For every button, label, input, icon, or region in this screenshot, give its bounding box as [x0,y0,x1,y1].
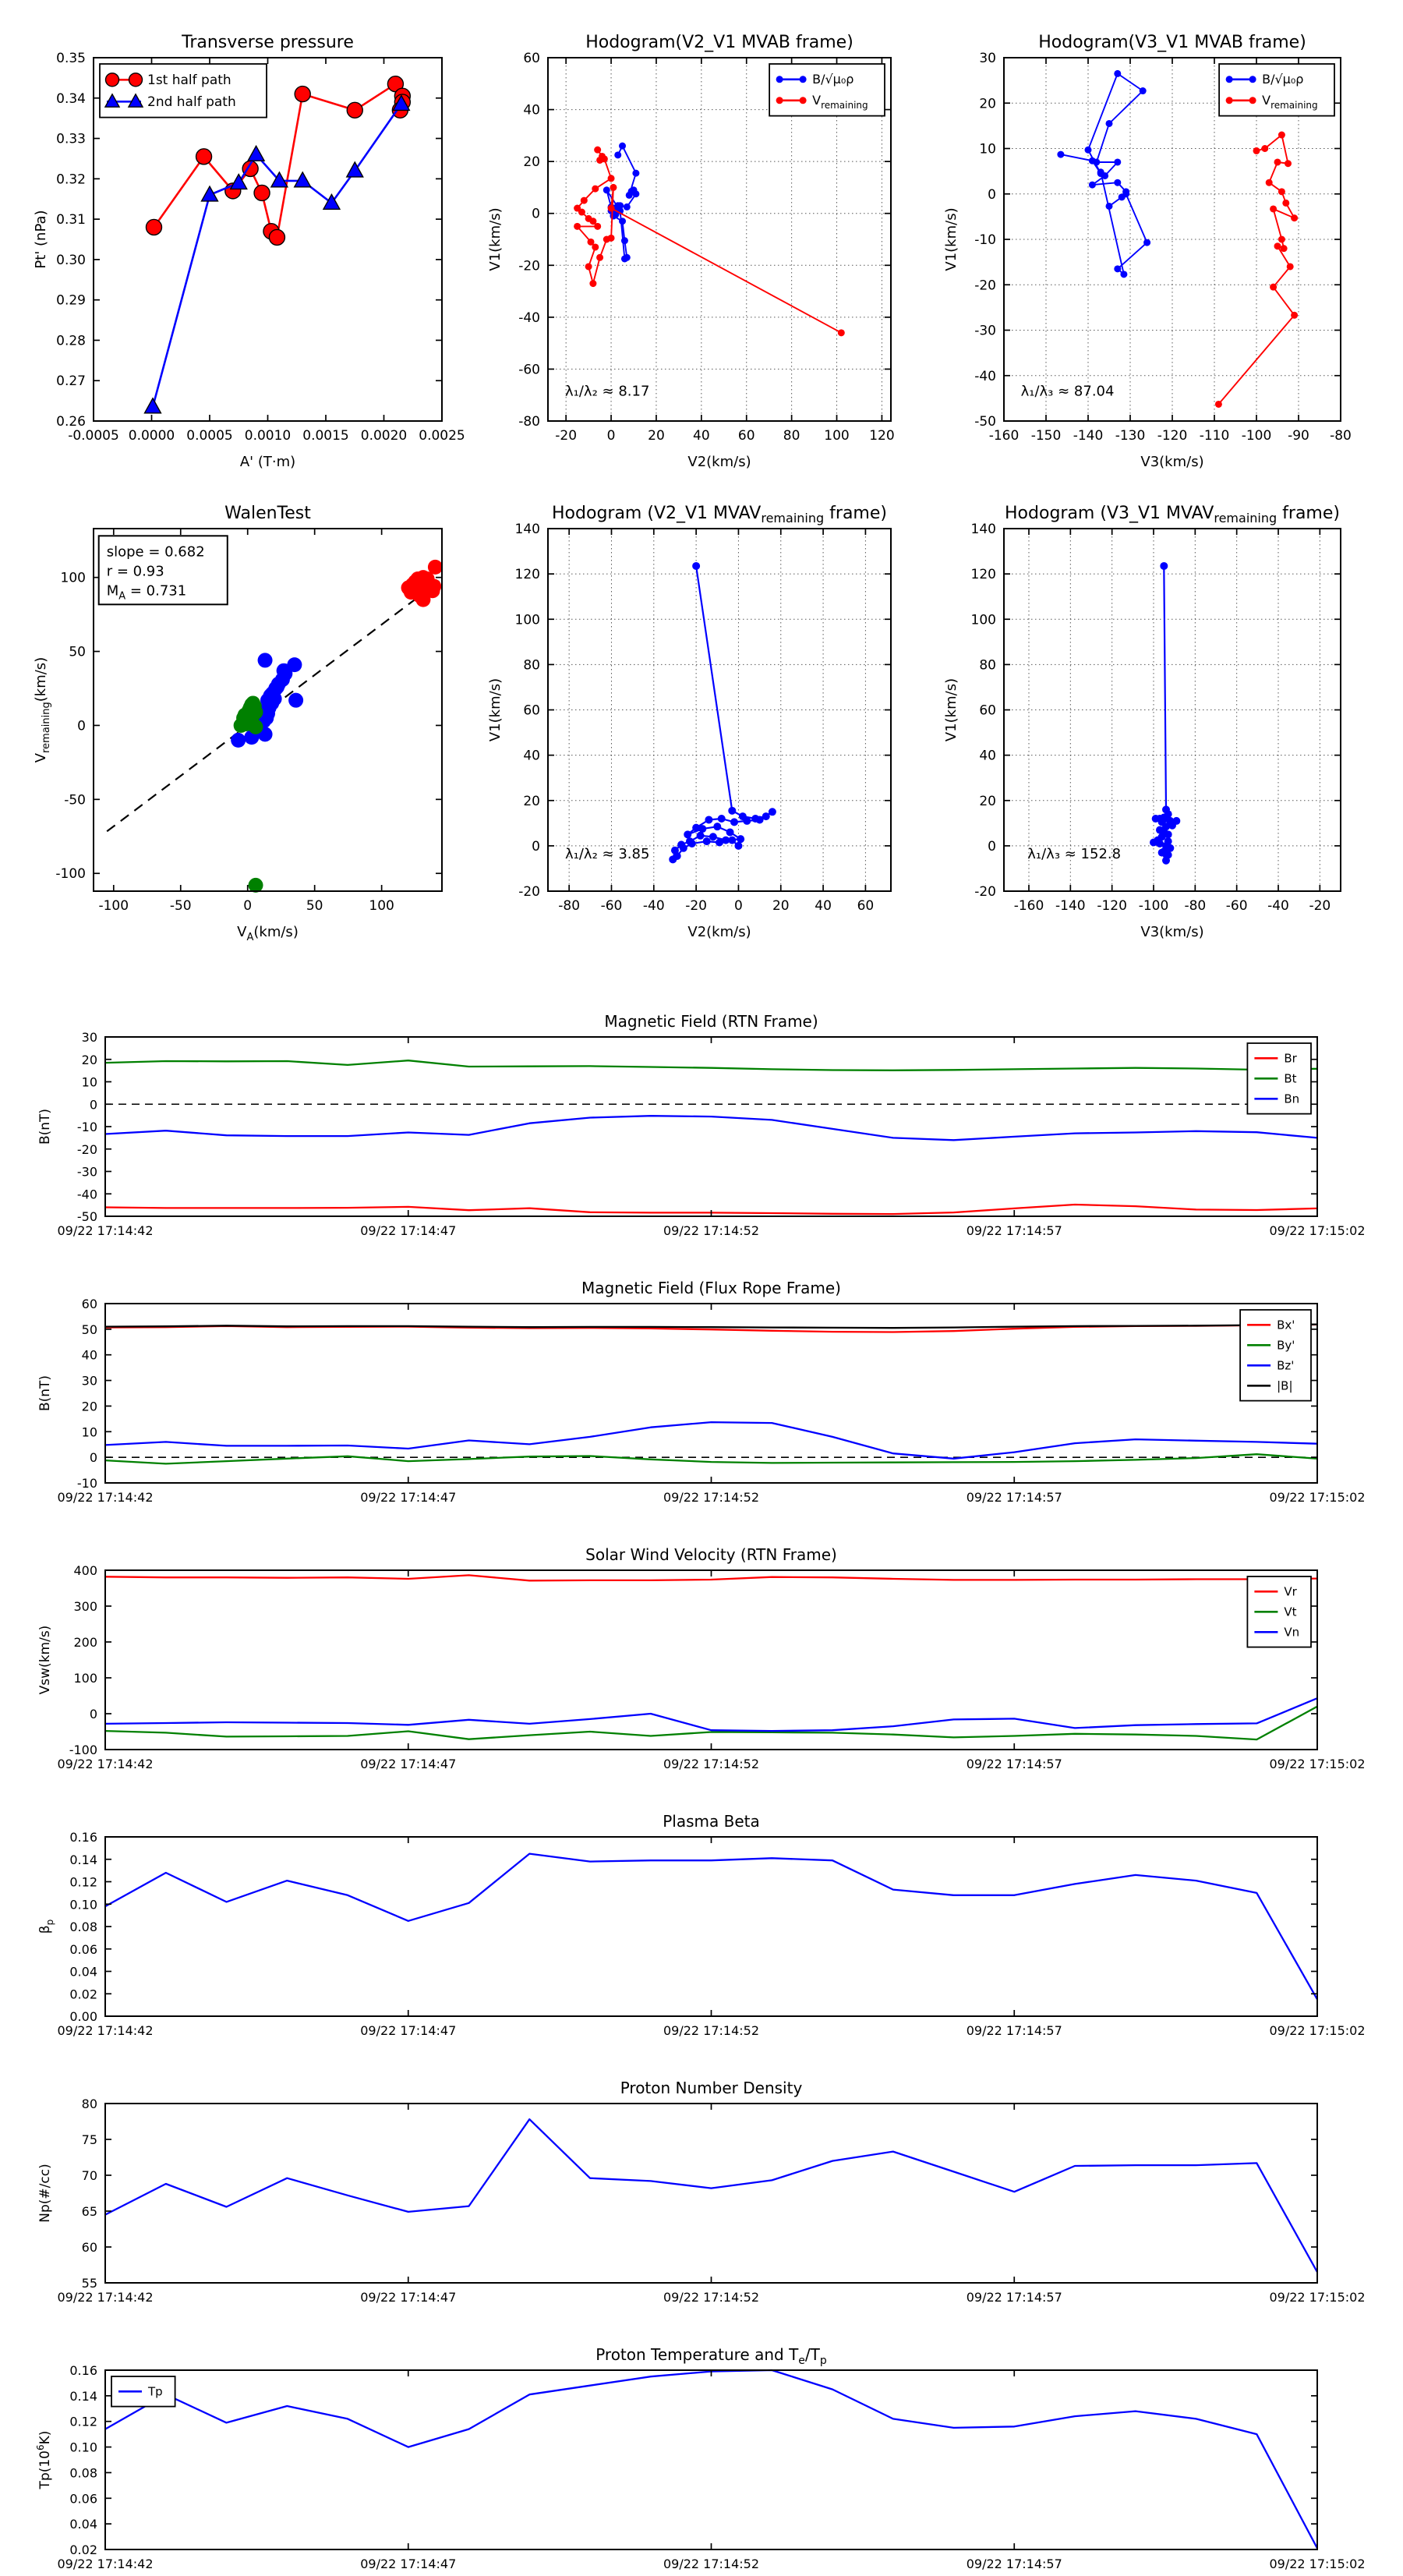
mag-fluxrope-ytick: 40 [81,1347,97,1363]
transverse-pressure-ytick: 0.28 [56,333,86,349]
hodogram-v3v1-mvab-title: Hodogram(V3_V1 MVAB frame) [1038,33,1306,52]
mag-fluxrope-legend [1240,1310,1311,1401]
vsw-rtn-series [105,1575,1317,1739]
plasma-beta-ylabel: $\beta_p$ [37,1919,55,1934]
plasma-beta-ytick: 0.04 [69,1964,97,1980]
hodogram-v2v1-mvab-ytick: -40 [518,310,540,326]
walen-test-plot [33,504,443,943]
mag-rtn-ytick: -50 [76,1209,97,1224]
mag-fluxrope-ytick: 60 [81,1297,97,1311]
plasma-beta-xtick: 09/22 17:15:02 [1269,2023,1366,2038]
hodogram-v2v1-mvab-title: Hodogram(V2_V1 MVAB frame) [585,33,853,52]
hodogram-v3v1-mvav-series [1150,562,1180,865]
plasma-beta-ytick: 0.08 [69,1920,97,1934]
proton-density-ytick: 80 [81,2097,97,2111]
hodogram-v2v1-mvab-ytick: -60 [518,362,540,378]
transverse-pressure-xtick: 0.0010 [244,428,292,444]
hodogram-v3v1-mvab-ytick: -30 [974,323,996,339]
mag-fluxrope-ytick: 50 [81,1322,97,1337]
vsw-rtn-legend-label: Vn [1284,1625,1300,1640]
walen-test-ytick: 50 [69,644,86,660]
hodogram-v3v1-mvav-ytick: 80 [979,657,996,674]
hodogram-v2v1-mvav-ytick: 40 [523,748,540,764]
mag-fluxrope-ytick: 0 [89,1450,97,1466]
plasma-beta-xtick: 09/22 17:14:42 [57,2023,154,2038]
transverse-pressure-ylabel: Pt' (nPa) [33,210,49,269]
proton-density-ytick: 65 [81,2204,97,2219]
hodogram-v2v1-mvav-ytick: 80 [523,657,540,674]
mag-rtn-ytick: -40 [76,1187,97,1202]
walen-test-stats-box [99,536,228,604]
hodogram-v2v1-mvav-xtick: 40 [815,898,832,914]
hodogram-v3v1-mvab-ytick: 0 [988,186,996,203]
hodogram-v2v1-mvab-xtick: 100 [824,428,850,444]
mag-rtn-title: Magnetic Field (RTN Frame) [604,1012,818,1031]
proton-temp-ytick: 0.04 [69,2517,97,2532]
walen-test-ytick: 0 [77,718,86,734]
plasma-beta-ytick: 0.12 [69,1874,97,1890]
hodogram-v3v1-mvav-xtick: -160 [1013,898,1044,914]
hodogram-v3v1-mvav-ytick: 20 [979,793,996,809]
vsw-rtn-ytick: 0 [89,1707,97,1721]
plasma-beta-ytick: 0.02 [69,1987,97,2002]
proton-temp-xtick: 09/22 17:14:52 [663,2557,760,2571]
hodogram-v3v1-mvab-xtick: -150 [1030,428,1062,444]
mag-fluxrope-series [105,1325,1317,1464]
hodogram-v2v1-mvab-ytick: 20 [523,154,540,171]
hodogram-v3v1-mvab-ylabel: V1(km/s) [943,207,959,271]
mag-fluxrope-legend-label: Bz' [1277,1358,1295,1373]
proton-temp-xtick: 09/22 17:15:02 [1269,2557,1366,2571]
hodogram-v3v1-mvav-xtick: -140 [1055,898,1086,914]
plasma-beta-ytick: 0.16 [69,1830,97,1845]
transverse-pressure-xtick: -0.0005 [68,428,119,444]
hodogram-v3v1-mvab-xtick: -90 [1288,428,1309,444]
proton-density-plot [37,2079,1366,2305]
hodogram-v2v1-mvav-xtick: -80 [558,898,581,914]
hodogram-v3v1-mvab-ytick: 10 [979,141,996,157]
hodogram-v2v1-mvab-ytick: -80 [518,414,540,430]
hodogram-v3v1-mvab-xlabel: V3(km/s) [1140,454,1204,470]
hodogram-v2v1-mvav-ylabel: V1(km/s) [487,678,504,742]
proton-temp-xtick: 09/22 17:14:57 [966,2557,1062,2571]
hodogram-v2v1-mvab-series [574,143,845,337]
hodogram-v2v1-mvab-xtick: -20 [555,428,578,444]
transverse-pressure-ytick: 0.29 [56,292,86,309]
hodogram-v3v1-mvab-xtick: -120 [1157,428,1188,444]
mag-fluxrope-plot [37,1279,1366,1505]
transverse-pressure-legend [100,64,267,118]
mag-rtn-legend-label: Br [1284,1051,1297,1066]
mag-fluxrope-xtick: 09/22 17:14:42 [57,1490,154,1505]
hodogram-v2v1-mvab-xtick: 120 [869,428,895,444]
proton-temp-plot [35,2345,1366,2571]
vsw-rtn-legend [1247,1576,1311,1647]
mag-fluxrope-ytick: 10 [81,1424,97,1440]
hodogram-v2v1-mvab-xlabel: V2(km/s) [687,454,751,470]
walen-test-xtick: -100 [98,898,129,914]
hodogram-v3v1-mvab-xtick: -140 [1073,428,1104,444]
walen-test-stats-line: $M_A = 0.731$ [106,582,187,603]
proton-temp-ytick: 0.06 [69,2491,97,2507]
hodogram-v3v1-mvav-xtick: -60 [1225,898,1248,914]
proton-density-xtick: 09/22 17:14:52 [663,2290,760,2305]
hodogram-v3v1-mvab-legend-label: $V_{remaining}$ [1262,93,1318,111]
hodogram-v2v1-mvav-xlabel: V2(km/s) [687,924,751,940]
hodogram-v3v1-mvav-ytick: 40 [979,748,996,764]
transverse-pressure-ytick: 0.33 [56,131,86,147]
vsw-rtn-title: Solar Wind Velocity (RTN Frame) [585,1545,837,1564]
proton-density-xtick: 09/22 17:15:02 [1269,2290,1366,2305]
mag-rtn-series [105,1060,1317,1214]
hodogram-v2v1-mvav-ytick: 100 [514,612,540,628]
hodogram-v3v1-mvab-ytick: -50 [974,414,996,430]
proton-temp-xtick: 09/22 17:14:47 [360,2557,457,2571]
hodogram-v3v1-mvab-xtick: -110 [1199,428,1230,444]
vsw-rtn-xtick: 09/22 17:14:47 [360,1757,457,1771]
transverse-pressure-plot [33,33,465,470]
hodogram-v3v1-mvab-ytick: 20 [979,96,996,112]
hodogram-v2v1-mvav-ytick: 140 [514,522,540,537]
hodogram-v3v1-mvav-ylabel: V1(km/s) [943,678,959,742]
mag-rtn-ytick: 20 [81,1052,97,1067]
hodogram-v3v1-mvab-plot [943,33,1352,470]
proton-temp-ytick: 0.16 [69,2363,97,2378]
walen-test-xtick: 50 [306,898,323,914]
transverse-pressure-xtick: 0.0000 [128,428,175,444]
transverse-pressure-ytick: 0.27 [56,373,86,390]
hodogram-v2v1-mvab-legend [769,64,885,116]
mag-rtn-legend-label: Bt [1284,1071,1297,1086]
hodogram-v2v1-mvav-annotation: λ₁/λ₂ ≈ 3.85 [565,846,650,863]
plasma-beta-ytick: 0.14 [69,1852,97,1867]
mag-rtn-ytick: -10 [76,1120,97,1134]
vsw-rtn-ytick: -100 [69,1743,97,1757]
plasma-beta-ytick: 0.00 [69,2009,97,2024]
transverse-pressure-ytick: 0.31 [56,212,86,228]
transverse-pressure-xlabel: A' (T·m) [239,454,296,470]
hodogram-v2v1-mvav-xtick: 20 [772,898,790,914]
walen-test-stats-line: slope = 0.682 [106,543,205,561]
hodogram-v2v1-mvav-ytick: 120 [514,567,540,583]
hodogram-v2v1-mvav-ytick: 20 [523,793,540,809]
proton-temp-legend-label: Tp [148,2384,163,2399]
proton-density-title: Proton Number Density [620,2079,803,2097]
mag-fluxrope-xtick: 09/22 17:14:57 [966,1490,1062,1505]
plasma-beta-xtick: 09/22 17:14:57 [966,2023,1062,2038]
mag-fluxrope-legend-label: By' [1277,1338,1295,1353]
mag-fluxrope-ytick: -10 [76,1476,97,1491]
vsw-rtn-xtick: 09/22 17:14:52 [663,1757,760,1771]
hodogram-v2v1-mvab-xtick: 20 [648,428,665,444]
hodogram-v2v1-mvab-ytick: -20 [518,258,540,274]
hodogram-v3v1-mvav-ytick: 120 [970,567,996,583]
transverse-pressure-ytick: 0.35 [56,51,86,66]
hodogram-v3v1-mvav-xtick: -40 [1267,898,1289,914]
hodogram-v2v1-mvav-plot [487,504,891,940]
proton-density-ylabel: Np(#/cc) [37,2164,53,2223]
mag-fluxrope-title: Magnetic Field (Flux Rope Frame) [581,1279,841,1297]
mag-rtn-xtick: 09/22 17:14:52 [663,1223,760,1238]
hodogram-v3v1-mvab-series [1057,70,1298,408]
hodogram-v3v1-mvab-ytick: -10 [974,232,996,248]
walen-test-xlabel: $V_A(km/s)$ [237,924,299,943]
plasma-beta-xtick: 09/22 17:14:47 [360,2023,457,2038]
hodogram-v2v1-mvab-xtick: 0 [606,428,616,444]
transverse-pressure-title: Transverse pressure [182,33,354,52]
hodogram-v3v1-mvav-title: Hodogram (V3_V1 $MVAV_{remaining}$ frame) [1005,504,1340,525]
transverse-pressure-series [145,76,411,413]
hodogram-v2v1-mvab-xtick: 60 [737,428,755,444]
hodogram-v2v1-mvab-ytick: 40 [523,102,540,119]
hodogram-v3v1-mvab-annotation: λ₁/λ₃ ≈ 87.04 [1020,383,1115,400]
proton-density-ytick: 70 [81,2168,97,2183]
hodogram-v2v1-mvab-legend-label: $V_{remaining}$ [812,93,868,111]
hodogram-v2v1-mvav-series [669,562,776,863]
transverse-pressure-ytick: 0.34 [56,90,86,107]
hodogram-v3v1-mvav-xlabel: V3(km/s) [1140,924,1204,940]
hodogram-v3v1-mvab-xtick: -100 [1241,428,1272,444]
hodogram-v3v1-mvav-xtick: -120 [1097,898,1127,914]
mag-rtn-ytick: 30 [81,1030,97,1045]
transverse-pressure-ytick: 0.30 [56,252,86,268]
proton-density-ytick: 55 [81,2276,97,2291]
mag-rtn-ytick: 0 [89,1097,97,1113]
hodogram-v3v1-mvav-ytick: 60 [979,702,996,719]
mag-rtn-legend [1247,1043,1311,1114]
proton-temp-ytick: 0.14 [69,2388,97,2404]
walen-test-stats-line: r = 0.93 [106,563,164,580]
proton-temp-ylabel: $Tp(10^6K)$ [35,2430,53,2489]
hodogram-v2v1-mvab-ytick: 0 [532,206,540,222]
mag-fluxrope-xtick: 09/22 17:15:02 [1269,1490,1366,1505]
vsw-rtn-ylabel: Vsw(km/s) [37,1625,53,1695]
vsw-rtn-plot [37,1545,1366,1771]
walen-test-xtick: -50 [169,898,192,914]
proton-density-ytick: 75 [81,2132,97,2147]
mag-fluxrope-ytick: 30 [81,1373,97,1389]
hodogram-v2v1-mvab-ylabel: V1(km/s) [487,207,504,271]
hodogram-v3v1-mvav-ytick: 0 [988,838,996,855]
vsw-rtn-legend-label: Vt [1284,1605,1297,1619]
hodogram-v2v1-mvav-xtick: -60 [600,898,623,914]
transverse-pressure-legend-label: 2nd half path [147,94,236,111]
hodogram-v2v1-mvav-ytick: 0 [532,838,540,855]
hodogram-v2v1-mvav-ytick: 60 [523,702,540,719]
walen-test-title: WalenTest [224,504,311,523]
walen-test-xtick: 100 [369,898,394,914]
transverse-pressure-legend-label: 1st half path [147,73,231,89]
mag-rtn-ylabel: B(nT) [37,1108,53,1145]
hodogram-v3v1-mvav-plot [943,504,1341,940]
hodogram-v3v1-mvav-xtick: -80 [1184,898,1207,914]
vsw-rtn-ytick: 300 [73,1599,97,1614]
hodogram-v3v1-mvab-ytick: 30 [979,51,996,66]
transverse-pressure-ytick: 0.32 [56,172,86,188]
hodogram-v2v1-mvab-ytick: 60 [523,51,540,66]
proton-temp-xtick: 09/22 17:14:42 [57,2557,154,2571]
hodogram-v3v1-mvab-ytick: -20 [974,278,996,294]
hodogram-v2v1-mvav-title: Hodogram (V2_V1 $MVAV_{remaining}$ frame) [552,504,887,525]
walen-test-series [107,560,443,893]
proton-temp-series [105,2370,1317,2548]
proton-density-xtick: 09/22 17:14:47 [360,2290,457,2305]
hodogram-v3v1-mvav-xtick: -20 [1309,898,1331,914]
mag-rtn-xtick: 09/22 17:15:02 [1269,1223,1366,1238]
hodogram-v2v1-mvab-plot [487,33,895,470]
mag-fluxrope-legend-label: |B| [1277,1378,1293,1393]
hodogram-v3v1-mvab-legend-label: B/√μ₀ρ [1262,72,1304,87]
hodogram-v2v1-mvav-xtick: 60 [857,898,875,914]
mag-fluxrope-xtick: 09/22 17:14:47 [360,1490,457,1505]
mag-rtn-legend-label: Bn [1284,1092,1300,1106]
mag-rtn-ytick: -20 [76,1141,97,1157]
vsw-rtn-legend-label: Vr [1284,1584,1297,1599]
mag-fluxrope-xtick: 09/22 17:14:52 [663,1490,760,1505]
proton-temp-ytick: 0.08 [69,2465,97,2481]
walen-test-ytick: -50 [64,792,86,809]
hodogram-v2v1-mvab-xtick: 80 [783,428,800,444]
plasma-beta-xtick: 09/22 17:14:52 [663,2023,760,2038]
transverse-pressure-xtick: 0.0025 [419,428,465,444]
plasma-beta-ytick: 0.06 [69,1941,97,1957]
hodogram-v3v1-mvab-xtick: -130 [1115,428,1146,444]
mag-fluxrope-ylabel: B(nT) [37,1375,53,1412]
hodogram-v3v1-mvav-xtick: -100 [1138,898,1169,914]
hodogram-v2v1-mvav-xtick: 0 [734,898,743,914]
hodogram-v3v1-mvab-ytick: -40 [974,368,996,384]
hodogram-v3v1-mvab-legend [1219,64,1334,116]
transverse-pressure-xtick: 0.0015 [302,428,349,444]
hodogram-v3v1-mvav-annotation: λ₁/λ₃ ≈ 152.8 [1027,846,1122,863]
proton-temp-title: Proton Temperature and $T_e/T_p$ [595,2345,827,2367]
mag-rtn-ytick: -30 [76,1164,97,1180]
vsw-rtn-ytick: 400 [73,1563,97,1578]
plasma-beta-plot [37,1812,1366,2038]
vsw-rtn-ytick: 200 [73,1635,97,1650]
hodogram-v2v1-mvav-ytick: -20 [518,884,540,900]
proton-density-ytick: 60 [81,2240,97,2255]
walen-test-xtick: 0 [243,898,253,914]
hodogram-v3v1-mvab-xtick: -80 [1330,428,1352,444]
hodogram-v2v1-mvab-legend-label: B/√μ₀ρ [812,72,854,87]
proton-temp-ytick: 0.12 [69,2414,97,2429]
vsw-rtn-ytick: 100 [73,1671,97,1686]
walen-test-ytick: -100 [55,866,86,883]
hodogram-v2v1-mvav-xtick: -40 [642,898,665,914]
proton-temp-ytick: 0.10 [69,2440,97,2455]
mag-fluxrope-ytick: 20 [81,1399,97,1414]
walen-test-ytick: 100 [60,570,86,586]
mag-rtn-xtick: 09/22 17:14:47 [360,1223,457,1238]
mag-rtn-plot [37,1012,1366,1238]
transverse-pressure-xtick: 0.0020 [360,428,408,444]
proton-density-xtick: 09/22 17:14:42 [57,2290,154,2305]
proton-temp-ytick: 0.02 [69,2542,97,2557]
hodogram-v3v1-mvav-ytick: 100 [970,612,996,628]
mag-rtn-xtick: 09/22 17:14:57 [966,1223,1062,1238]
hodogram-v2v1-mvab-annotation: λ₁/λ₂ ≈ 8.17 [565,383,650,400]
hodogram-v3v1-mvab-xtick: -160 [988,428,1020,444]
plasma-beta-ytick: 0.10 [69,1897,97,1913]
transverse-pressure-xtick: 0.0005 [186,428,233,444]
mag-rtn-ytick: 10 [81,1074,97,1090]
vsw-rtn-xtick: 09/22 17:14:42 [57,1757,154,1771]
mag-rtn-xtick: 09/22 17:14:42 [57,1223,154,1238]
proton-density-series [105,2119,1317,2272]
plasma-beta-series [105,1854,1317,2000]
proton-density-xtick: 09/22 17:14:57 [966,2290,1062,2305]
hodogram-v3v1-mvav-ytick: 140 [970,522,996,537]
hodogram-v2v1-mvab-xtick: 40 [693,428,710,444]
hodogram-v2v1-mvav-xtick: -20 [685,898,708,914]
vsw-rtn-xtick: 09/22 17:15:02 [1269,1757,1366,1771]
vsw-rtn-xtick: 09/22 17:14:57 [966,1757,1062,1771]
mag-fluxrope-legend-label: Bx' [1277,1318,1295,1332]
proton-temp-legend [111,2376,175,2407]
transverse-pressure-ytick: 0.26 [56,414,86,430]
plasma-beta-title: Plasma Beta [663,1812,760,1831]
walen-test-ylabel: $V_{remaining}(km/s)$ [33,656,52,763]
hodogram-v3v1-mvav-ytick: -20 [974,884,996,900]
